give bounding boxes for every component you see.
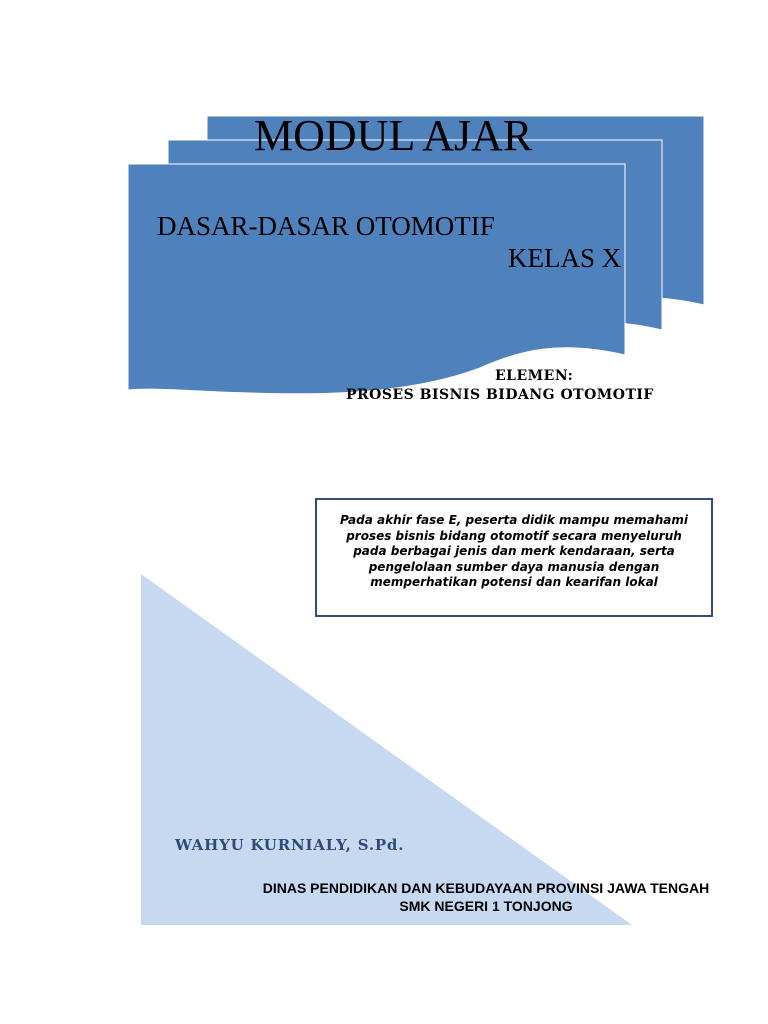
institution-line-2: SMK NEGERI 1 TONJONG (399, 898, 573, 914)
element-label: ELEMEN: (495, 368, 574, 384)
grade-label: KELAS X (508, 243, 622, 273)
module-title: MODUL AJAR (254, 111, 533, 160)
learning-goal-box (315, 498, 713, 617)
learning-goal-text: Pada akhir fase E, peserta didik mampu memahami proses bisnis bidang otomotif secara menyeluruh pada berbagai jenis dan merk kendaraan, serta pengelolaan sumber daya manusia dengan memperhatikan potensi dan kearifan lokal (340, 513, 688, 589)
element-value: PROSES BISNIS BIDANG OTOMOTIF (346, 387, 654, 403)
subject-title: DASAR-DASAR OTOMOTIF (157, 211, 495, 241)
banner-front (128, 164, 625, 394)
author-name: WAHYU KURNIALY, S.Pd. (175, 836, 405, 854)
decorative-triangle (141, 574, 632, 925)
institution-line-1: DINAS PENDIDIKAN DAN KEBUDAYAAN PROVINSI JAWA TENGAH (262, 880, 710, 896)
institution-block (236, 879, 736, 915)
